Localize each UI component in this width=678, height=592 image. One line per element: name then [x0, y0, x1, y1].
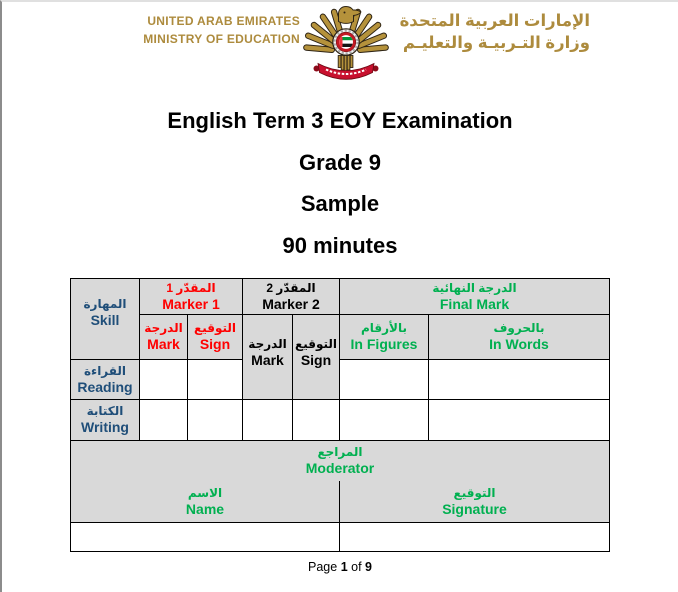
skill-header-cell — [71, 279, 140, 360]
moderator-signature-entry-cell — [340, 523, 610, 552]
marker1-label-ar: المقدّر 1 — [166, 280, 216, 295]
marker1-mark-en: Mark — [147, 336, 180, 352]
marking-table — [70, 278, 610, 552]
writing-marker2-sign-cell — [293, 400, 340, 441]
reading-row-label — [71, 360, 140, 400]
marker2-label-ar: المقدّر 2 — [266, 280, 316, 295]
final-mark-label-ar: الدرجة النهائية — [432, 280, 517, 295]
name-label-ar: الاسم — [187, 485, 223, 500]
writing-marker1-mark-cell — [140, 400, 188, 441]
marker2-mark-header-cell — [243, 315, 293, 400]
writing-label-ar: الكتابة — [86, 404, 124, 418]
sample-title: Sample — [300, 191, 380, 216]
reading-label-ar: القراءة — [83, 363, 127, 378]
signature-label-ar: التوقيع — [453, 485, 496, 500]
marker2-header-cell — [243, 279, 340, 315]
ministry-ar-line1: الإمارات العربية المتحدة — [399, 12, 590, 30]
in-figures-header-cell — [340, 315, 429, 360]
final-mark-header-cell — [340, 279, 610, 315]
ministry-en-line1: UNITED ARAB EMIRATES — [147, 14, 300, 28]
writing-marker2-mark-cell — [243, 400, 293, 441]
reading-marker1-sign-cell — [188, 360, 243, 400]
ministry-ar-line2: وزارة التـربيـة والتعليـم — [402, 34, 590, 52]
marker2-sign-header-cell — [293, 315, 340, 400]
in-words-en: In Words — [489, 336, 549, 352]
skill-label-ar: المهارة — [83, 297, 127, 311]
marker2-mark-en: Mark — [251, 352, 284, 368]
duration-title: 90 minutes — [282, 233, 398, 258]
page-footer — [2, 560, 678, 574]
marker1-sign-en: Sign — [199, 336, 231, 352]
marker1-sign-header-cell — [188, 315, 243, 360]
marker2-sign-ar: التوقيع — [295, 337, 337, 351]
marker1-label-en: Marker 1 — [162, 295, 220, 312]
footer-page-word: Page — [308, 560, 338, 574]
marker1-mark-ar: الدرجة — [144, 321, 183, 335]
footer-of-word: of — [351, 560, 362, 574]
reading-in-figures-cell — [340, 360, 429, 400]
ministry-name-english — [143, 12, 300, 48]
writing-in-figures-cell — [340, 400, 429, 441]
footer-page-number: 1 — [340, 560, 348, 574]
reading-label-en: Reading — [77, 378, 133, 395]
moderator-name-header-cell — [71, 481, 340, 523]
writing-label-en: Writing — [81, 419, 129, 435]
ministry-name-arabic — [400, 10, 590, 54]
marker1-sign-ar: التوقيع — [194, 321, 236, 335]
moderator-label-en: Moderator — [305, 460, 375, 476]
grade-title: Grade 9 — [299, 150, 381, 175]
marker2-sign-en: Sign — [300, 352, 332, 368]
ministry-en-line2: MINISTRY OF EDUCATION — [143, 32, 300, 46]
in-figures-ar: بالأرقام — [360, 321, 407, 335]
reading-marker1-mark-cell — [140, 360, 188, 400]
reading-in-words-cell — [429, 360, 610, 400]
name-label-en: Name — [185, 500, 225, 517]
exam-title: English Term 3 EOY Examination — [167, 108, 513, 133]
moderator-name-entry-cell — [71, 523, 340, 552]
footer-page-total: 9 — [365, 560, 372, 574]
marker1-header-cell — [140, 279, 243, 315]
in-figures-en: In Figures — [350, 336, 418, 352]
writing-in-words-cell — [429, 400, 610, 441]
signature-label-en: Signature — [442, 500, 507, 517]
marker1-mark-header-cell — [140, 315, 188, 360]
skill-label-en: Skill — [90, 312, 120, 328]
marker2-label-en: Marker 2 — [262, 295, 320, 312]
uae-falcon-emblem-icon — [303, 5, 389, 88]
final-mark-label-en: Final Mark — [439, 295, 510, 312]
marker2-mark-ar: الدرجة — [248, 337, 287, 351]
in-words-header-cell — [429, 315, 610, 360]
writing-row-label — [71, 400, 140, 441]
in-words-ar: بالحروف — [493, 321, 545, 335]
moderator-header-cell — [71, 441, 610, 481]
writing-marker1-sign-cell — [188, 400, 243, 441]
moderator-label-ar: المراجع — [317, 445, 363, 459]
moderator-signature-header-cell — [340, 481, 610, 523]
